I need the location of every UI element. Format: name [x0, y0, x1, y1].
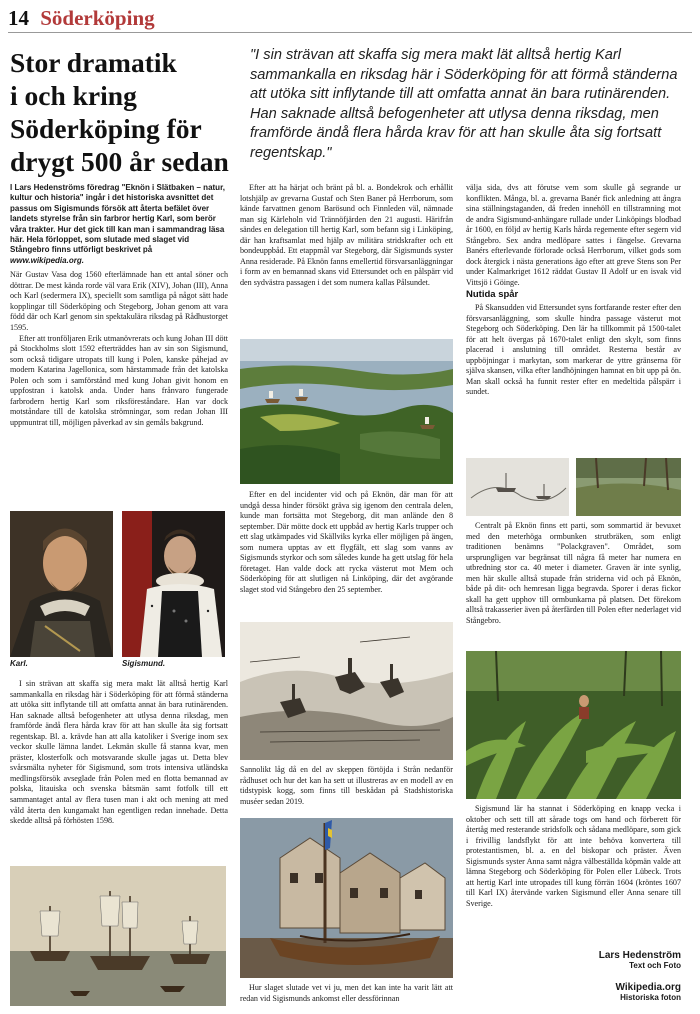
section-title: Söderköping	[40, 6, 155, 30]
column-3	[466, 183, 681, 398]
header-rule	[8, 32, 692, 33]
body-paragraph: Centralt på Eknön finns ett parti, som sommartid är bevuxet med den meterhöga ormbunken strutbräken, som enligt traditionen benämns "Polackgraven". Området, som ursprungligen var begränsat till några få meter har numera en utbredning stor ca. 40 meter i diameter. Graven är inte synlig, men här skulle alltså stupade från striderna vid och på Eknön, både på dit- och hemresan ligga begravda. Sporer i deras fickor skall ha gett upphov till ormbunkarna på platsen. Det förekom alltså trakasserier även på återfärden till Polen efter nederlaget vid Stångebro.	[466, 521, 681, 625]
archipelago-map-image	[240, 339, 453, 484]
column-1	[10, 183, 228, 428]
image-caption	[240, 765, 453, 807]
author-name: Lars Hedenström	[598, 950, 681, 961]
fern-grave-photo-image	[466, 651, 681, 799]
author-role: Text och Foto	[629, 961, 681, 970]
body-paragraph: På Skansudden vid Ettersundet syns fortfarande rester efter den försvarsanläggning, som skulle hindra passage västerut mot Stegeborg och Söderköping. Den lär ha tillkommit på 1500-talet för att helt övergas på 1670-talet enligt den skylt, som finns placerad i anslutning till området. Resterna består av uppböjningar i markytan, som markerar de yttre gränserna för själva skansen, vilka efter landhöjningen hamnat en bit upp på ön. Man skall också ha funnit rester efter en medeltida pålspärr i sundet.	[466, 303, 681, 397]
page-header	[8, 6, 155, 30]
lead-text: I Lars Hedenströms föredrag "Eknön i Slätbaken – natur, kultur och historia" ingår i det historiska avsnittet det passus om Sigismunds försök att återta befälet över landets styrelse från sin farbror hertig Karl, som berör våra trakter. Hur det gick till kan man i sammandrag läsa här. Hela förloppet, som slutade med slaget vid Stångebro finns utförligt beskrivet på	[10, 183, 225, 255]
column-3-end	[466, 804, 681, 909]
headline	[10, 46, 238, 178]
battle-engraving-image	[240, 622, 453, 760]
caption-karl: Karl.	[10, 659, 28, 668]
fleet-painting-image	[10, 866, 226, 1006]
skans-site-photo-image	[576, 458, 681, 516]
column-3-continued	[466, 521, 681, 626]
column-1-continued	[10, 679, 228, 827]
body-paragraph: Efter en del incidenter vid och på Eknön, där man för att undgå dessa hinder försökt gräva sig igenom den centrala delen, kunde man fortsätta mot Stegeborg, dit man anlände den 8 september. Där mötte dock ett uppbåd av hertig Karls trupper och ett slag utkämpades vid Skällviks kyrka eller möjligen på ängen, som numera upptas av ett flygfält, ett slag som vanns av Sigismunds styrkor och som således kunde ha gett utslag för hela företaget. Han valde dock att rycka västerut mot Mem och Söderköping för att slutligen nå Linköping, där det avgörande slaget stod vid Stångebro den 25 september.	[240, 490, 453, 594]
body-paragraph: Sigismund lär ha stannat i Söderköping en knapp vecka i oktober och sett till att sårade togs om hand och förberett för återtåg med resterande stridsfolk och sådana medlöpare, som gick i frivillig landsflykt för att inte behöva konvertera till protestantismen, bl. a. en del biskopar och präster. Även Sigismunds syster Anna samt några välbeställda köpmän valde att lämna Stegeborg och Söderköping för Polen eller Lübeck. Trots att hertig Karl inte utropades till kung förrän 1604 (kröntes 1607 till Karl IX) återvände varken Sigismund eller Anna senare till Sverige.	[466, 804, 681, 908]
caption-sigismund: Sigismund.	[122, 659, 166, 668]
body-paragraph: Efter att ha härjat och bränt på bl. a. Bondekrok och erhållit lotshjälp av grevarna Gustaf och Sten Baner på Herrborum, som kände farvattnen genom Barösund och Finnleden väl, nämnade man sig Kärleholn vid Trännöfjärden den 21 augusti. Härifrån sändes en delegation till hertig Karl, som befann sig i Linköping, där han kraftsamlat med hjälp av militära stridskrafter och ett bondeuppbåd. Ett etappmål var Stegeborg, där Sigismunds syster Anna residerade. På Eknön fanns emellertid försvarsanläggningar i form av en bemannad skans vid Ettersundet och en pålspärr vid den sydvästra passagen i det som numera kallas Pålsundet.	[240, 183, 453, 287]
kogg-model-image	[240, 818, 453, 978]
lead-paragraph	[10, 183, 228, 266]
subheading-nutida-spar: Nutida spår	[466, 289, 519, 301]
headline-line: Söderköping för	[10, 113, 202, 144]
headline-line: i och kring	[10, 80, 137, 111]
column-2-end	[240, 983, 453, 1004]
column-2-continued	[240, 490, 453, 595]
body-paragraph: välja sida, dvs att förutse vem som skulle gå segrande ur konflikten. Många, bl. a. grevarna Banér fick anledning att ångra sina ställningstaganden, då freden innehöll en tillstramning mot de andra Sigismund-anhängare rullade under Linköpings blodbad år 1600, en följd av hertig Karls hårda regemente efter segern vid Stångebro. Sex andra medlöpare sattes i fängelse. Grevarna Banérs efterlevande förlorade också Herrborum, vilket gods som dock återgick i nästa generations ägo efter att greve Stens son Per under Kalmarkriget 1612 räddat Gustav II Adolf ur en isvak vid Vittsjö i Göinge.	[466, 183, 681, 287]
body-paragraph: I sin strävan att skaffa sig mera makt lät alltså hertig Karl sammankalla en riksdag här i Söderköping för att förmå ständerna att utöka sitt inflytande till att omfatta annat än bara rutinärenden. Han saknade alltså befogenheter att utlysa denna riksdag, men framförde ändå flera hårda krav för att han skulle åta sig fortsatt regentskap. Bl. a. krävde han att alla katoliker i Sverige inom sex veckor skulle lämna landet. Lekmän skulle få stanna kvar, men präster, klosterfolk och motsvarande skulle jagas ut. Detta blev svårsmälta nyheter för Sigismund, som trots intensiva utländska medlingsförsök avseglade från Polen med en flotta bemannad av polska, litauiska och svenska båtsmän samt fotfolk till ett sammantaget antal av flera tusen man i akt och mening att med våld återta den kungamakt han egentligen redan innehade. Detta skedde alltså på förhösten 1598.	[10, 679, 228, 826]
headline-line: drygt 500 år sedan	[10, 146, 229, 177]
page-number: 14	[8, 6, 29, 30]
caption-text: Sannolikt låg då en del av skeppen förtöjda i Strån nedanför rådhuset och hur det kan ha sett ut illustreras av en modell av en tidstypisk kogg, som finns till beskådan på Stadshistoriska muséer sedan 2019.	[240, 765, 453, 806]
column-2	[240, 183, 453, 288]
author-credit	[481, 950, 681, 970]
body-paragraph: När Gustav Vasa dog 1560 efterlämnade han ett antal söner och döttrar. De mest kända rorde väl vara Erik (XIV), Johan (III), Anna och Karl (sedermera IX), speciellt som samtliga på något sätt hade kopplingar till Söderköping och Stegeborg, Johan genom att vara född där och Karl genom sin spektakulära riksdag på Rådhustorget 1595.	[10, 270, 228, 332]
photo-credit	[481, 982, 681, 1002]
photo-source-role: Historiska foton	[620, 993, 681, 1002]
portrait-karl-image	[10, 511, 113, 657]
wikipedia-link[interactable]: www.wikipedia.org.	[10, 255, 84, 265]
photo-source: Wikipedia.org	[615, 982, 681, 993]
body-paragraph: Hur slaget slutade vet vi ju, men det kan inte ha varit lätt att redan vid Sigismunds ankomst eller dessförinnan	[240, 983, 453, 1003]
headline-line: Stor dramatik	[10, 47, 177, 78]
body-paragraph: Efter att tronföljaren Erik utmanövrerats och kung Johan III dött på Stockholms slott 1592 efterträddes han av sin son Sigismund, som också tidigare utropats till kung i Polen, kanske påhejad av modern Katarina Jagellonica, som härstammade från det katolska Polen och som i samförstånd med kung Johan givit honom en uppfostran i katolsk anda. Under hans frånvaro fungerade farbrodern hertig Karl som riksföreståndare. Han var dock motståndare till de katolska strömningar, som redan Johan III uppmuntrat till, möjligen påverkad av sin gemåls bakgrund.	[10, 333, 228, 427]
portrait-sigismund-image	[122, 511, 225, 657]
sign-photo-image	[466, 458, 569, 516]
pull-quote: "I sin strävan att skaffa sig mera makt lät alltså hertig Karl sammankalla en riksdag här i Söderköping för att förmå ständerna att utöka sitt inflytande till att omfatta annat än bara rutinärenden. Han saknade alltså befogenheter att utlysa denna riksdag, men framförde ändå flera hårda krav för att han skulle åta sig fortsatt regentskap."	[250, 47, 678, 161]
